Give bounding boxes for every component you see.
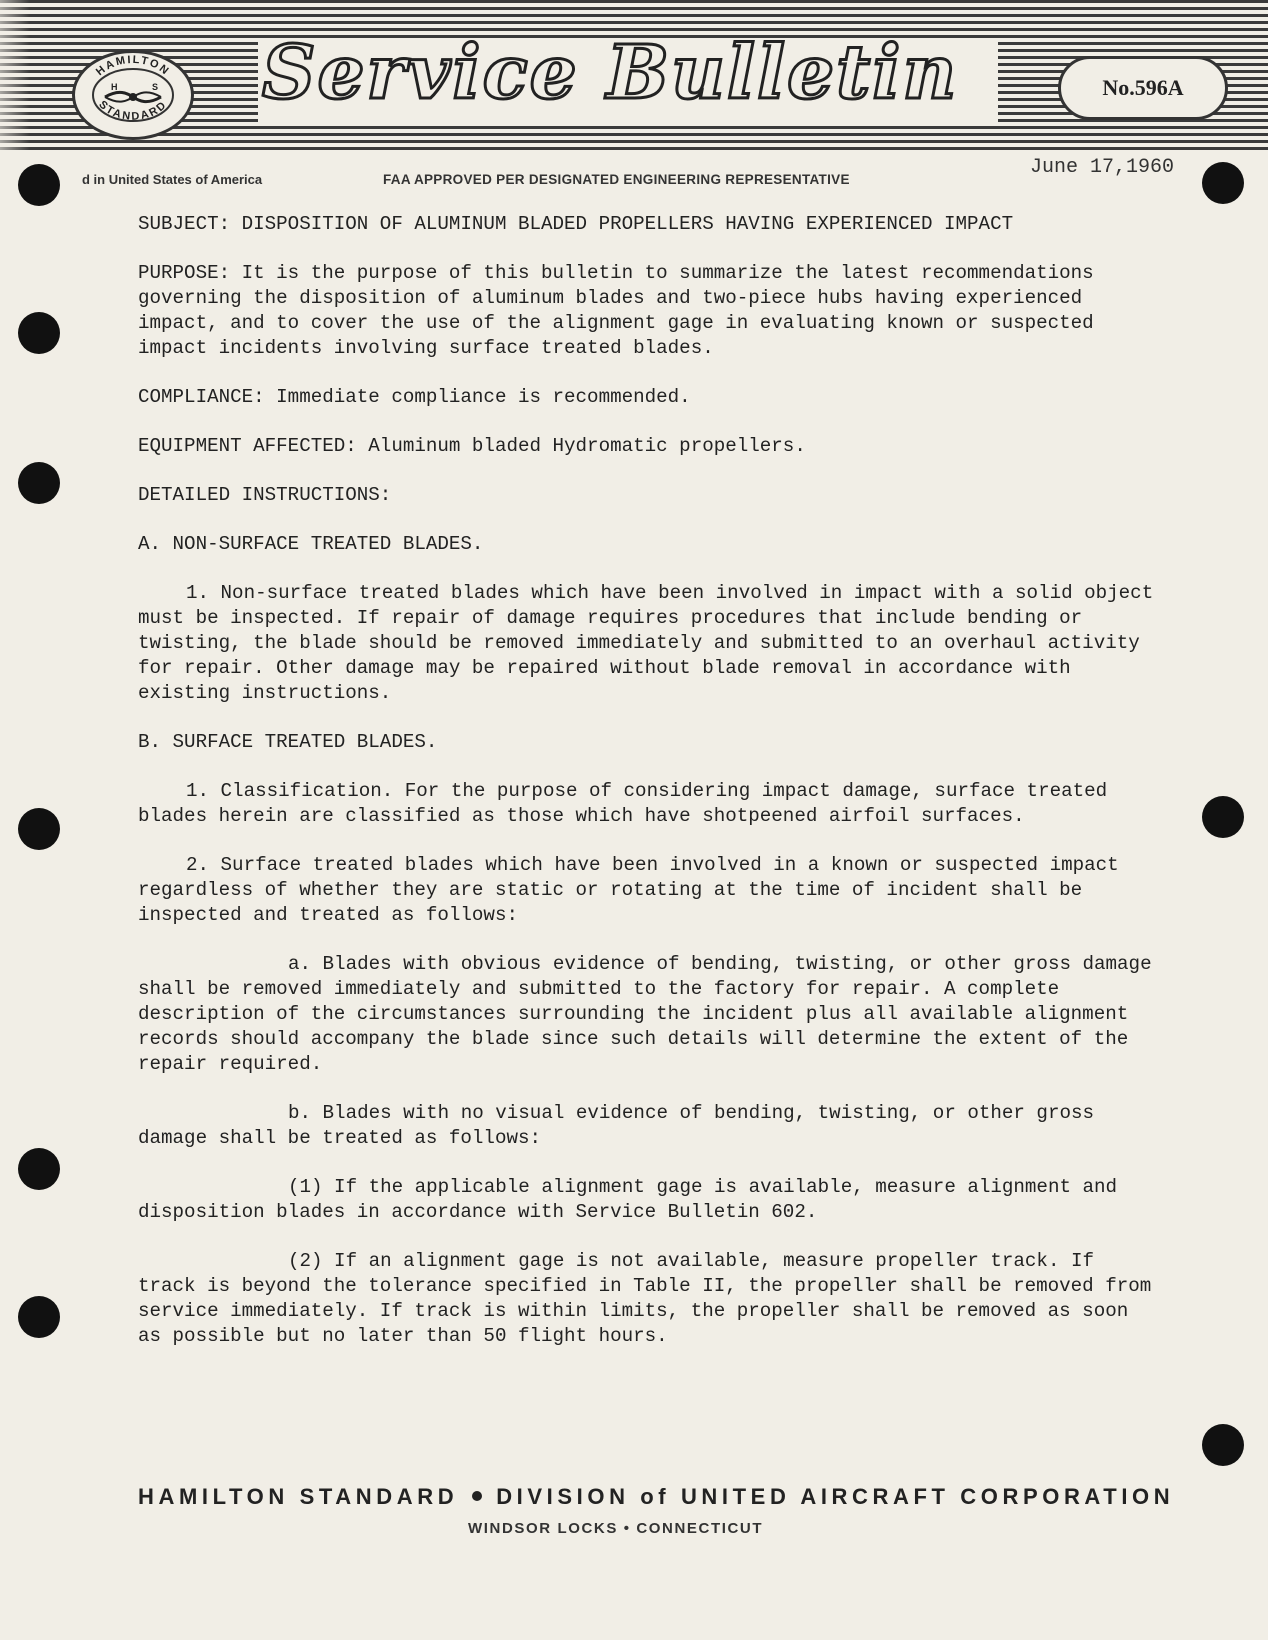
bulletin-date: June 17,1960 bbox=[1030, 156, 1175, 179]
footer-company: HAMILTON STANDARD bbox=[138, 1484, 459, 1509]
logo-bottom-text: STANDARD bbox=[96, 98, 170, 123]
binder-hole bbox=[1202, 1424, 1244, 1466]
section-a-heading: A. NON-SURFACE TREATED BLADES. bbox=[138, 533, 484, 555]
binder-hole bbox=[18, 312, 60, 354]
svg-text:STANDARD bbox=[96, 99, 169, 123]
section-b-item-2b: b. Blades with no visual evidence of bending, twisting, or other gross damage shall be treated as follows: bbox=[138, 1102, 1095, 1149]
binder-hole bbox=[18, 808, 60, 850]
svg-text:HAMILTON bbox=[94, 54, 172, 78]
logo-s-letter: S bbox=[152, 82, 159, 92]
subject-line: SUBJECT: DISPOSITION OF ALUMINUM BLADED PROPELLERS HAVING EXPERIENCED IMPACT bbox=[138, 213, 1014, 235]
section-b-item-2b-2: (2) If an alignment gage is not available, measure propeller track. If track is beyond the tolerance specified in Table II, the propeller shall be removed from service immediately. If track is within limits, the propeller shall be removed as soon as possible but no later than 50 flight hours. bbox=[138, 1250, 1152, 1347]
footer-company-line bbox=[138, 1484, 1175, 1510]
equipment-affected-paragraph: EQUIPMENT AFFECTED: Aluminum bladed Hydromatic propellers. bbox=[138, 435, 806, 457]
logo-h-letter: H bbox=[111, 82, 118, 92]
section-b-item-2: 2. Surface treated blades which have been involved in a known or suspected impact regardless of whether they are static or rotating at the time of incident shall be inspected and treated as follows: bbox=[138, 854, 1119, 926]
detailed-instructions-heading: DETAILED INSTRUCTIONS: bbox=[138, 484, 392, 506]
section-b-heading: B. SURFACE TREATED BLADES. bbox=[138, 731, 438, 753]
bulletin-number: No.596A bbox=[1058, 56, 1228, 120]
binder-hole bbox=[1202, 162, 1244, 204]
footer-division: DIVISION of UNITED AIRCRAFT CORPORATION bbox=[496, 1484, 1175, 1509]
binder-hole bbox=[18, 1148, 60, 1190]
section-b-item-2b-1: (1) If the applicable alignment gage is available, measure alignment and disposition blades in accordance with Service Bulletin 602. bbox=[138, 1176, 1118, 1223]
logo-top-text: HAMILTON bbox=[93, 53, 173, 79]
faa-approval-text: FAA APPROVED PER DESIGNATED ENGINEERING REPRESENTATIVE bbox=[383, 172, 850, 187]
section-b-item-2a: a. Blades with obvious evidence of bending, twisting, or other gross damage shall be removed immediately and submitted to the factory for repair. A complete description of the circumstances surrounding the incident plus all available alignment records should accompany the blade since such details will determine the extent of the repair required. bbox=[138, 953, 1152, 1075]
binder-hole bbox=[1202, 796, 1244, 838]
service-bulletin-title: Service Bulletin bbox=[262, 30, 959, 116]
hamilton-standard-logo bbox=[72, 50, 194, 140]
bulletin-body bbox=[138, 212, 1158, 1373]
binder-hole bbox=[18, 462, 60, 504]
section-b-item-1: 1. Classification. For the purpose of considering impact damage, surface treated blades herein are classified as those which have shotpeened airfoil surfaces. bbox=[138, 780, 1108, 827]
binder-hole bbox=[18, 164, 60, 206]
binder-hole bbox=[18, 1296, 60, 1338]
compliance-paragraph: COMPLIANCE: Immediate compliance is recommended. bbox=[138, 386, 691, 408]
printed-in-text: d in United States of America bbox=[82, 172, 263, 187]
section-a-item-1: 1. Non-surface treated blades which have been involved in impact with a solid object must be inspected. If repair of damage requires procedures that include bending or twisting, the blade should be removed immediately and submitted to an overhaul activity for repair. Other damage may be repaired without blade removal in accordance with existing instructions. bbox=[138, 582, 1154, 704]
footer-location: WINDSOR LOCKS • CONNECTICUT bbox=[468, 1520, 764, 1537]
bullet-dot bbox=[472, 1491, 482, 1501]
purpose-paragraph: PURPOSE: It is the purpose of this bulletin to summarize the latest recommendations governing the disposition of aluminum blades and two-piece hubs having experienced impact, and to cover the use of the alignment gage in evaluating known or suspected impact incidents involving surface treated blades. bbox=[138, 262, 1094, 359]
